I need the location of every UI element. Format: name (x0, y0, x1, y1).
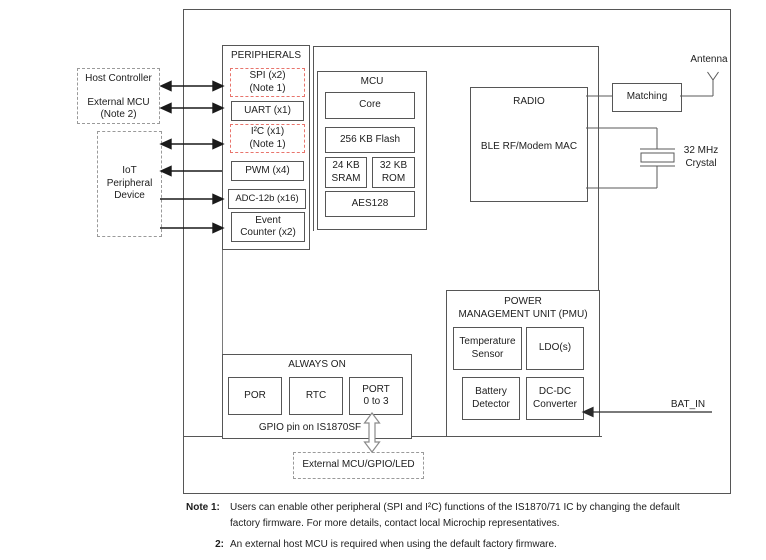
ldo-label: LDO(s) (538, 342, 572, 354)
i2c-label: I²C (x1) (250, 126, 285, 137)
pwm-box (231, 161, 304, 181)
event-counter-label-2: Counter (x2) (240, 227, 296, 238)
crystal-label-1: 32 MHz (683, 145, 719, 156)
port-label-2: 0 to 3 (363, 396, 389, 407)
note1-label: Note 1: (186, 502, 220, 513)
flash-label: 256 KB Flash (339, 133, 401, 145)
radio-subtitle: BLE RF/Modem MAC (480, 140, 578, 152)
temperature-sensor-label-1: Temperature (459, 336, 516, 347)
battery-detector-box (462, 377, 520, 420)
radio-title: RADIO (513, 96, 545, 107)
always-on-title: ALWAYS ON (288, 359, 346, 370)
aes-box (325, 191, 415, 217)
iot-peripheral-box (97, 131, 162, 237)
battery-detector-label-2: Detector (472, 398, 510, 410)
port-box (349, 377, 403, 415)
adc-label: ADC-12b (x16) (235, 193, 299, 205)
external-mcu-gpio-led-label: External MCU/GPIO/LED (302, 459, 415, 471)
spi-box (230, 68, 305, 97)
sram-label-1: 24 KB (332, 160, 360, 171)
external-mcu-gpio-led-box (293, 452, 424, 479)
rtc-box (289, 377, 343, 415)
rom-box (372, 157, 415, 188)
uart-box (231, 101, 304, 121)
gpio-caption: GPIO pin on IS1870SF (258, 421, 362, 433)
external-mcu-note: (Note 2) (100, 109, 137, 120)
rom-label-2: ROM (381, 172, 406, 184)
core-box (325, 92, 415, 119)
peripherals-title: PERIPHERALS (230, 50, 302, 61)
pmu-title-2: MANAGEMENT UNIT (PMU) (458, 308, 588, 320)
bat-in-label: BAT_IN (670, 399, 706, 410)
external-mcu-label: External MCU (87, 96, 150, 108)
note1-line2: factory firmware. For more details, contact local Microchip representatives. (230, 518, 560, 529)
flash-box (325, 127, 415, 153)
spi-note: (Note 1) (249, 82, 286, 94)
note2-label: 2: (215, 539, 224, 550)
crystal-label (678, 145, 724, 170)
temperature-sensor-box (453, 327, 522, 370)
radio-box (470, 87, 588, 202)
pmu-title-1: POWER (504, 296, 542, 307)
core-label: Core (359, 99, 381, 111)
host-controller-box (77, 68, 160, 124)
battery-detector-label-1: Battery (475, 386, 507, 397)
rtc-label: RTC (305, 389, 327, 401)
sram-label-2: SRAM (331, 172, 361, 184)
event-counter-box (231, 212, 305, 242)
iot-label-2: Peripheral (106, 177, 153, 189)
aes-label: AES128 (351, 197, 389, 209)
dcdc-converter-label-2: Converter (533, 398, 577, 410)
note2-text: An external host MCU is required when using the default factory firmware. (230, 539, 557, 550)
i2c-box (230, 124, 305, 153)
iot-label-1: IoT (122, 165, 137, 177)
iot-label-3: Device (114, 190, 145, 202)
dcdc-converter-label-1: DC-DC (538, 386, 572, 397)
host-controller-label: Host Controller (85, 73, 152, 84)
temperature-sensor-label-2: Sensor (471, 348, 504, 360)
spi-label: SPI (x2) (249, 70, 286, 81)
dcdc-converter-box (526, 377, 584, 420)
rom-label-1: 32 KB (379, 160, 408, 171)
peripherals-alwayson-connector (222, 248, 223, 354)
por-box (228, 377, 282, 415)
event-counter-label-1: Event (255, 214, 281, 226)
adc-box (228, 189, 306, 209)
matching-label: Matching (626, 91, 668, 103)
antenna-label: Antenna (690, 54, 728, 65)
pwm-label: PWM (x4) (245, 164, 290, 176)
uart-label: UART (x1) (244, 104, 291, 116)
matching-box (612, 83, 682, 112)
sram-box (325, 157, 367, 188)
i2c-note: (Note 1) (249, 138, 286, 150)
ic-inner-boundary-right (598, 46, 599, 291)
ldo-box (526, 327, 584, 370)
port-label-1: PORT (362, 383, 390, 395)
note1-line1: Users can enable other peripheral (SPI and I²C) functions of the IS1870/71 IC by changing the default (230, 502, 680, 513)
por-label: POR (244, 389, 266, 401)
crystal-label-2: Crystal (685, 157, 717, 169)
mcu-title: MCU (360, 76, 384, 87)
